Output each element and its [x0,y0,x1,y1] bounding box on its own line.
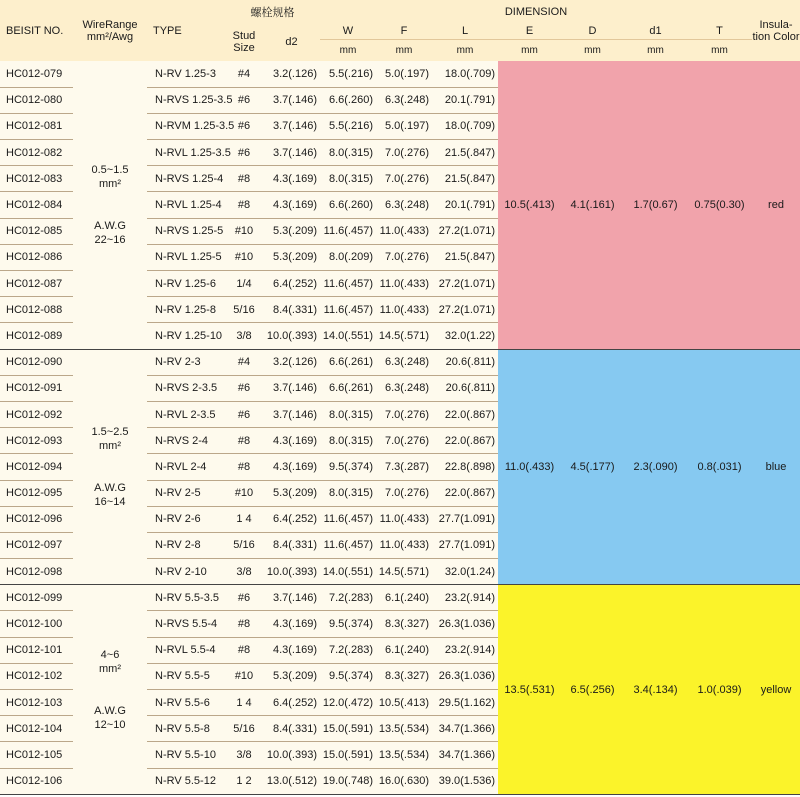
d2-cell: 4.3(.169) [263,611,320,637]
l-cell: 18.0(.709) [432,61,498,87]
part-number-cell: HC012-103 [0,690,73,716]
dimension-header: DIMENSION [320,0,752,23]
stud-size-cell: #8 [225,428,263,454]
l-cell: 27.2(1.071) [432,218,498,244]
table-row [0,585,800,611]
w-cell: 9.5(.374) [320,663,376,689]
d2-cell: 13.0(.512) [263,768,320,794]
w-cell: 11.6(.457) [320,218,376,244]
type-cell: N-RVL 2-4 [147,454,225,480]
part-number-cell: HC012-096 [0,506,73,532]
type-cell: N-RV 1.25-8 [147,297,225,323]
l-cell: 20.1(.791) [432,192,498,218]
l-cell: 27.7(1.091) [432,506,498,532]
part-number-cell: HC012-081 [0,113,73,139]
w-cell: 6.6(.261) [320,349,376,375]
wire-range-unit: mm²/Awg [86,30,134,43]
d2-cell: 4.3(.169) [263,454,320,480]
d2-cell: 3.7(.146) [263,375,320,401]
insulation-color-cell: yellow [752,585,800,795]
w-cell: 11.6(.457) [320,506,376,532]
stud-size-cell: #6 [225,585,263,611]
type-cell: N-RV 5.5-8 [147,716,225,742]
e-cell: 11.0(.433) [498,349,561,585]
f-cell: 11.0(.433) [376,218,432,244]
stud-size-cell: 3/8 [225,742,263,768]
d2-cell: 3.7(.146) [263,585,320,611]
w-cell: 5.5(.216) [320,113,376,139]
stud-size-cell: 3/8 [225,559,263,585]
wire-mm-unit: mm² [99,439,121,452]
t-header: T [687,23,752,39]
d2-cell: 6.4(.252) [263,506,320,532]
unit-label: mm [320,39,376,61]
stud-size-cell: #10 [225,480,263,506]
f-cell: 13.5(.534) [376,742,432,768]
type-cell: N-RVS 1.25-5 [147,218,225,244]
part-number-cell: HC012-080 [0,87,73,113]
l-cell: 34.7(1.366) [432,716,498,742]
w-cell: 15.0(.591) [320,742,376,768]
unit-label: mm [432,39,498,61]
stud-size-cell: #4 [225,61,263,87]
d2-cell: 5.3(.209) [263,244,320,270]
stud-size-cell: 5/16 [225,297,263,323]
part-number-cell: HC012-098 [0,559,73,585]
d2-cell: 6.4(.252) [263,690,320,716]
type-cell: N-RVL 1.25-4 [147,192,225,218]
stud-size-cell: 5/16 [225,532,263,558]
stud-size-cell: 5/16 [225,716,263,742]
unit-label: mm [561,39,624,61]
w-cell: 8.0(.315) [320,401,376,427]
table-body [0,61,800,794]
l-cell: 22.0(.867) [432,480,498,506]
stud-size-cell: 3/8 [225,323,263,349]
stud-size-cell: #6 [225,140,263,166]
stud-size-cell: #8 [225,192,263,218]
stud-size-cell: #6 [225,113,263,139]
type-cell: N-RV 5.5-5 [147,663,225,689]
unit-label: mm [624,39,687,61]
d2-cell: 3.7(.146) [263,401,320,427]
part-number-cell: HC012-082 [0,140,73,166]
l-cell: 27.7(1.091) [432,532,498,558]
part-number-cell: HC012-087 [0,271,73,297]
w-cell: 12.0(.472) [320,690,376,716]
w-cell: 9.5(.374) [320,611,376,637]
unit-label: mm [376,39,432,61]
d2-cell: 4.3(.169) [263,428,320,454]
l-cell: 22.0(.867) [432,401,498,427]
type-cell: N-RV 5.5-3.5 [147,585,225,611]
l-cell: 21.5(.847) [432,166,498,192]
f-cell: 13.5(.534) [376,716,432,742]
type-cell: N-RV 2-3 [147,349,225,375]
part-number-cell: HC012-091 [0,375,73,401]
stud-size-cell: 1 4 [225,690,263,716]
d-cell: 4.5(.177) [561,349,624,585]
awg-label: A.W.G [94,704,126,717]
d1-cell: 3.4(.134) [624,585,687,795]
e-cell: 13.5(.531) [498,585,561,795]
part-number-cell: HC012-104 [0,716,73,742]
d2-cell: 3.2(.126) [263,61,320,87]
insulation-color-cell: blue [752,349,800,585]
w-cell: 5.5(.216) [320,61,376,87]
l-cell: 32.0(1.24) [432,559,498,585]
type-cell: N-RVS 1.25-4 [147,166,225,192]
f-cell: 6.3(.248) [376,349,432,375]
w-header: W [320,23,376,39]
part-number-cell: HC012-088 [0,297,73,323]
stud-size-cell: #8 [225,611,263,637]
f-cell: 6.3(.248) [376,375,432,401]
d2-cell: 5.3(.209) [263,663,320,689]
type-cell: N-RVL 1.25-5 [147,244,225,270]
f-cell: 11.0(.433) [376,532,432,558]
part-number-cell: HC012-097 [0,532,73,558]
part-number-cell: HC012-094 [0,454,73,480]
wire-mm-range: 1.5~2.5 [91,425,129,438]
stud-chinese-header: 螺栓规格 [225,0,320,23]
d1-cell: 2.3(.090) [624,349,687,585]
t-cell: 0.8(.031) [687,349,752,585]
type-cell: N-RVS 1.25-3.5 [147,87,225,113]
wire-mm-unit: mm² [99,662,121,675]
type-cell: N-RV 2-10 [147,559,225,585]
part-number-cell: HC012-105 [0,742,73,768]
d2-cell: 8.4(.331) [263,532,320,558]
stud-size-cell: #8 [225,454,263,480]
d2-cell: 3.7(.146) [263,113,320,139]
w-cell: 6.6(.260) [320,87,376,113]
f-cell: 7.3(.287) [376,454,432,480]
part-number-cell: HC012-089 [0,323,73,349]
f-cell: 7.0(.276) [376,428,432,454]
w-cell: 11.6(.457) [320,532,376,558]
l-cell: 29.5(1.162) [432,690,498,716]
table-row [0,61,800,87]
type-cell: N-RVM 1.25-3.5 [147,113,225,139]
part-number-cell: HC012-099 [0,585,73,611]
w-cell: 11.6(.457) [320,297,376,323]
awg-range: 16~14 [94,495,126,508]
f-cell: 5.0(.197) [376,113,432,139]
type-cell: N-RVS 5.5-4 [147,611,225,637]
d2-cell: 3.7(.146) [263,140,320,166]
f-cell: 16.0(.630) [376,768,432,794]
l-cell: 20.6(.811) [432,375,498,401]
l-cell: 39.0(1.536) [432,768,498,794]
type-cell: N-RVL 5.5-4 [147,637,225,663]
w-cell: 19.0(.748) [320,768,376,794]
type-cell: N-RVL 1.25-3.5 [147,140,225,166]
d2-cell: 4.3(.169) [263,637,320,663]
insulation-color-cell: red [752,61,800,349]
w-cell: 14.0(.551) [320,559,376,585]
l-cell: 32.0(1.22) [432,323,498,349]
w-cell: 15.0(.591) [320,716,376,742]
part-number-cell: HC012-101 [0,637,73,663]
part-number-cell: HC012-093 [0,428,73,454]
d2-cell: 8.4(.331) [263,716,320,742]
type-cell: N-RVS 2-3.5 [147,375,225,401]
stud-size-cell: #6 [225,401,263,427]
e-header: E [498,23,561,39]
w-cell: 6.6(.260) [320,192,376,218]
w-cell: 8.0(.315) [320,166,376,192]
l-cell: 18.0(.709) [432,113,498,139]
part-number-cell: HC012-090 [0,349,73,375]
awg-range: 22~16 [94,233,126,246]
t-cell: 1.0(.039) [687,585,752,795]
l-cell: 26.3(1.036) [432,611,498,637]
wire-range-cell [73,61,147,349]
d-cell: 4.1(.161) [561,61,624,349]
f-cell: 7.0(.276) [376,166,432,192]
stud-size-cell: #6 [225,87,263,113]
part-number-cell: HC012-106 [0,768,73,794]
l-cell: 34.7(1.366) [432,742,498,768]
f-cell: 7.0(.276) [376,140,432,166]
part-number-cell: HC012-085 [0,218,73,244]
w-cell: 8.0(.315) [320,428,376,454]
stud-size-cell: #10 [225,663,263,689]
d2-cell: 5.3(.209) [263,218,320,244]
unit-label: mm [498,39,561,61]
f-cell: 14.5(.571) [376,559,432,585]
d1-cell: 1.7(0.67) [624,61,687,349]
w-cell: 8.0(.209) [320,244,376,270]
part-number-cell: HC012-079 [0,61,73,87]
d2-cell: 10.0(.393) [263,559,320,585]
l-cell: 27.2(1.071) [432,297,498,323]
f-header: F [376,23,432,39]
f-cell: 7.0(.276) [376,401,432,427]
d2-cell: 3.7(.146) [263,87,320,113]
d2-cell: 5.3(.209) [263,480,320,506]
l-cell: 27.2(1.071) [432,271,498,297]
f-cell: 8.3(.327) [376,611,432,637]
l-cell: 23.2(.914) [432,585,498,611]
wire-range-header [73,0,147,61]
l-cell: 23.2(.914) [432,637,498,663]
wire-range-title: WireRange [82,18,138,31]
f-cell: 11.0(.433) [376,297,432,323]
part-number-cell: HC012-083 [0,166,73,192]
type-cell: N-RVS 2-4 [147,428,225,454]
type-cell: N-RV 1.25-6 [147,271,225,297]
l-cell: 22.0(.867) [432,428,498,454]
l-cell: 22.8(.898) [432,454,498,480]
type-cell: N-RV 2-8 [147,532,225,558]
part-number-cell: HC012-102 [0,663,73,689]
f-cell: 6.1(.240) [376,637,432,663]
part-number-cell: HC012-095 [0,480,73,506]
type-cell: N-RV 2-6 [147,506,225,532]
d2-header: d2 [263,23,320,61]
e-cell: 10.5(.413) [498,61,561,349]
stud-size-cell: #10 [225,244,263,270]
part-number-cell: HC012-100 [0,611,73,637]
f-cell: 6.1(.240) [376,585,432,611]
d-header: D [561,23,624,39]
f-cell: 6.3(.248) [376,192,432,218]
part-number-cell: HC012-084 [0,192,73,218]
type-cell: N-RV 2-5 [147,480,225,506]
stud-size-cell: 1 2 [225,768,263,794]
type-cell: N-RV 1.25-10 [147,323,225,349]
f-cell: 5.0(.197) [376,61,432,87]
f-cell: 7.0(.276) [376,480,432,506]
table-row [0,349,800,375]
l-cell: 26.3(1.036) [432,663,498,689]
d2-cell: 3.2(.126) [263,349,320,375]
w-cell: 14.0(.551) [320,323,376,349]
w-cell: 8.0(.315) [320,140,376,166]
l-header: L [432,23,498,39]
stud-size-header: Stud Size [225,23,263,61]
part-number-cell: HC012-092 [0,401,73,427]
insulation-color-header: Insula-tion Color [752,0,800,61]
w-cell: 9.5(.374) [320,454,376,480]
type-header: TYPE [147,0,225,61]
f-cell: 14.5(.571) [376,323,432,349]
w-cell: 11.6(.457) [320,271,376,297]
d2-cell: 8.4(.331) [263,297,320,323]
type-cell: N-RV 5.5-10 [147,742,225,768]
type-cell: N-RV 5.5-6 [147,690,225,716]
stud-size-cell: #8 [225,637,263,663]
t-cell: 0.75(0.30) [687,61,752,349]
part-number-cell: HC012-086 [0,244,73,270]
w-cell: 7.2(.283) [320,585,376,611]
type-cell: N-RV 1.25-3 [147,61,225,87]
wire-range-cell [73,349,147,585]
wire-range-cell [73,585,147,795]
stud-size-cell: #8 [225,166,263,192]
l-cell: 20.6(.811) [432,349,498,375]
w-cell: 8.0(.315) [320,480,376,506]
d2-cell: 4.3(.169) [263,192,320,218]
beisit-no-header: BEISIT NO. [0,0,73,61]
stud-size-cell: 1/4 [225,271,263,297]
stud-size-cell: #6 [225,375,263,401]
type-cell: N-RV 5.5-12 [147,768,225,794]
wire-mm-range: 0.5~1.5 [91,163,129,176]
unit-label: mm [687,39,752,61]
l-cell: 20.1(.791) [432,87,498,113]
stud-size-cell: #10 [225,218,263,244]
w-cell: 7.2(.283) [320,637,376,663]
f-cell: 8.3(.327) [376,663,432,689]
d2-cell: 4.3(.169) [263,166,320,192]
f-cell: 10.5(.413) [376,690,432,716]
wire-mm-range: 4~6 [100,648,120,661]
stud-size-cell: #4 [225,349,263,375]
l-cell: 21.5(.847) [432,244,498,270]
stud-size-cell: 1 4 [225,506,263,532]
d2-cell: 6.4(.252) [263,271,320,297]
d2-cell: 10.0(.393) [263,742,320,768]
wire-mm-unit: mm² [99,177,121,190]
table-header [0,0,800,61]
f-cell: 11.0(.433) [376,271,432,297]
d1-header: d1 [624,23,687,39]
awg-label: A.W.G [94,219,126,232]
f-cell: 11.0(.433) [376,506,432,532]
l-cell: 21.5(.847) [432,140,498,166]
awg-range: 12~10 [94,718,126,731]
awg-label: A.W.G [94,481,126,494]
f-cell: 7.0(.276) [376,244,432,270]
f-cell: 6.3(.248) [376,87,432,113]
d2-cell: 10.0(.393) [263,323,320,349]
type-cell: N-RVL 2-3.5 [147,401,225,427]
w-cell: 6.6(.261) [320,375,376,401]
d-cell: 6.5(.256) [561,585,624,795]
